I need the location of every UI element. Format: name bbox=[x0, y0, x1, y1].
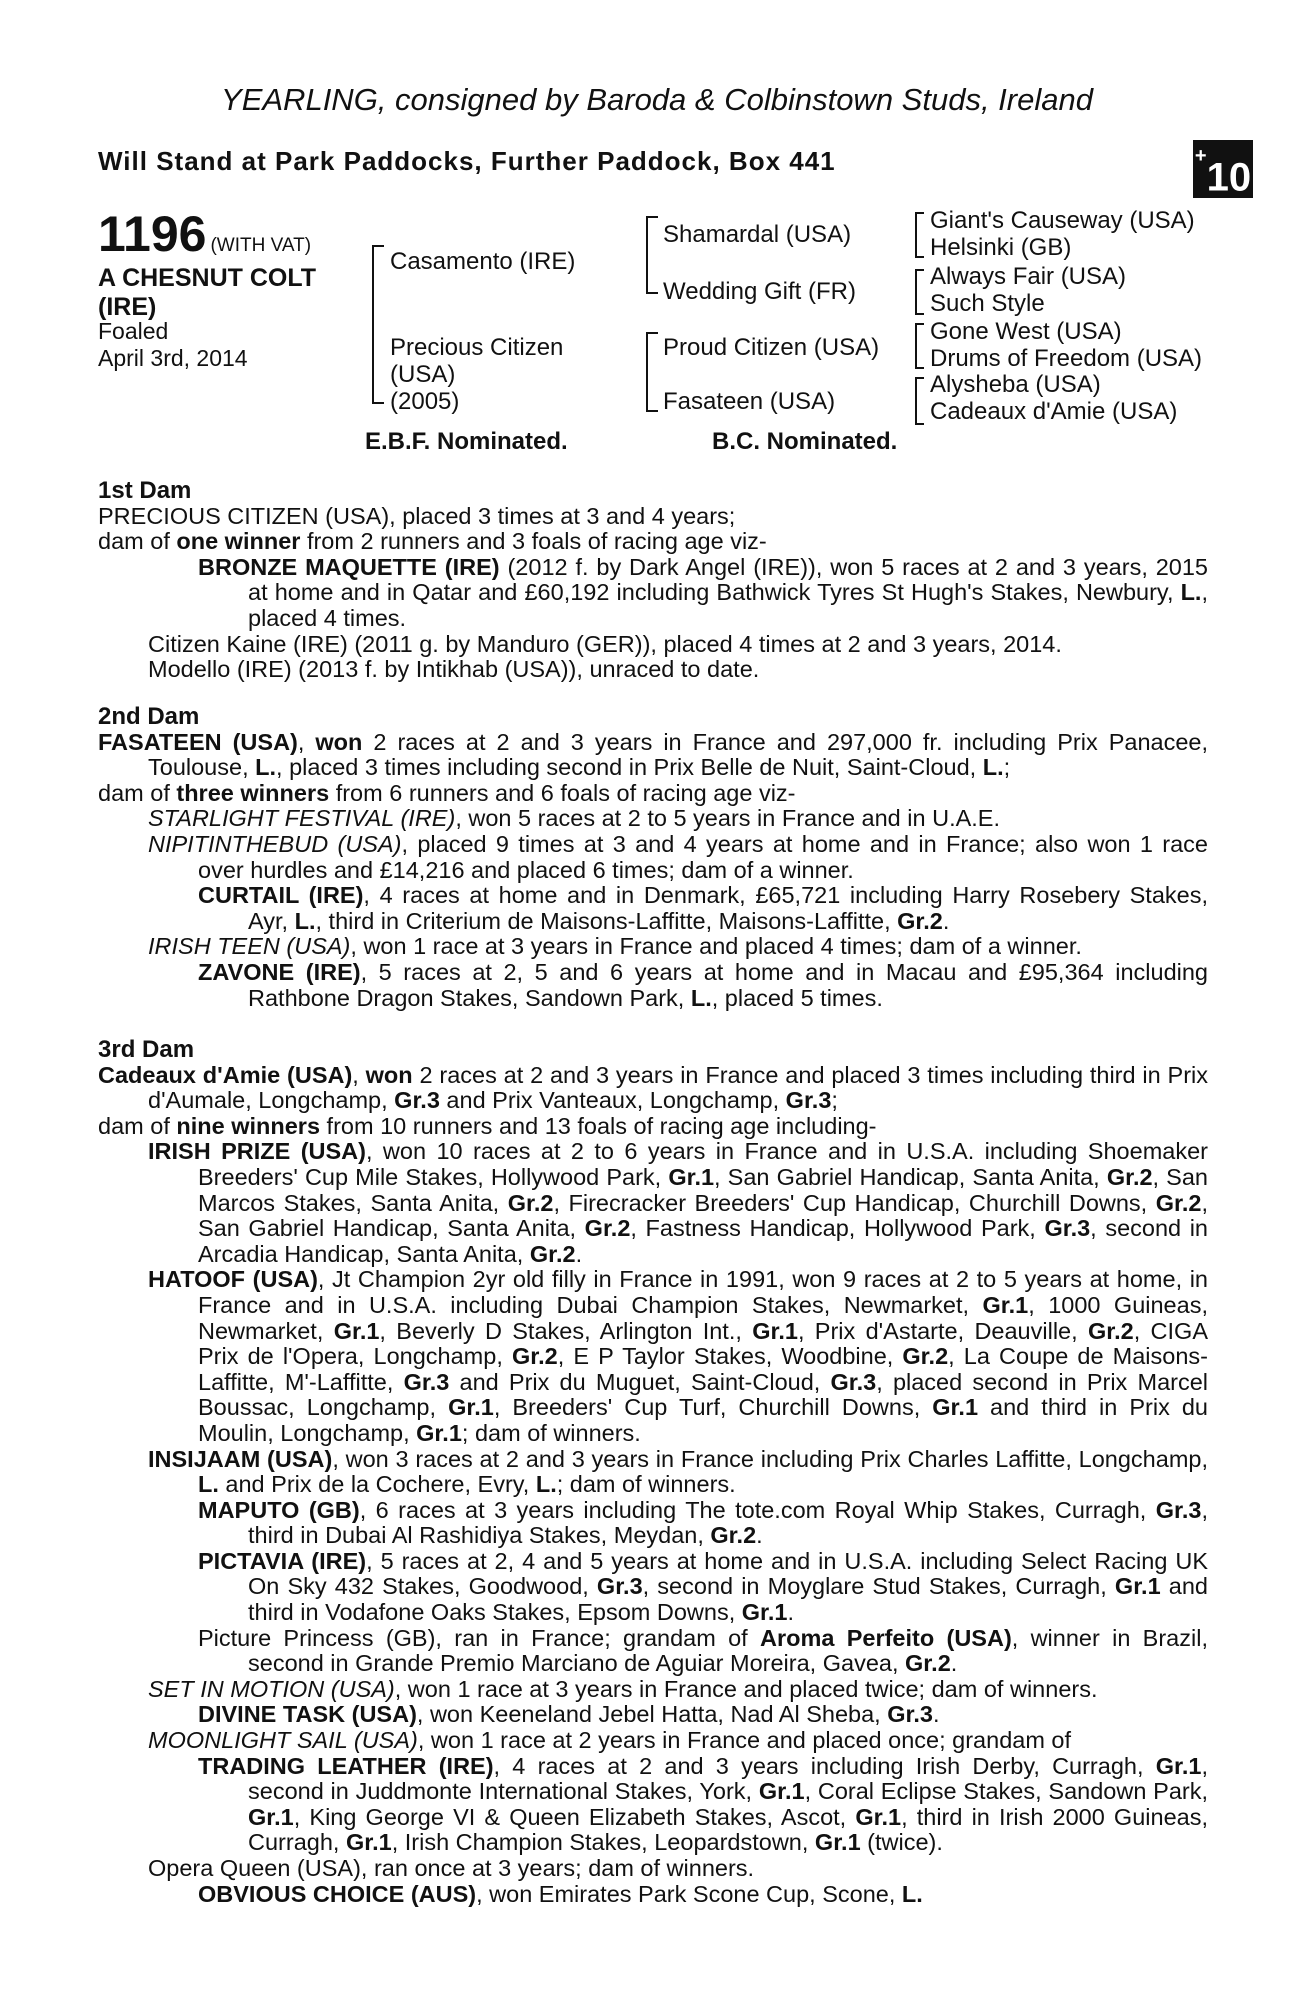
first-dam-heading: 1st Dam bbox=[98, 477, 192, 504]
listed-mark: L. bbox=[255, 754, 277, 781]
text: , won Keeneland Jebel Hatta, Nad Al Sheba, bbox=[416, 1701, 888, 1728]
text: (twice). bbox=[860, 1829, 943, 1856]
third-dam-record: Cadeaux d'Amie (USA), won 2 races at 2 and 3 years in France and placed 3 times including third in Prix d'Aumale, Longchamp, Gr.3 and Prix Vanteaux, Longchamp, Gr.3; bbox=[98, 1061, 1208, 1114]
second-dam-heading: 2nd Dam bbox=[98, 703, 200, 730]
text: dam of bbox=[98, 1112, 177, 1139]
horse-name: MOONLIGHT SAIL (USA) bbox=[148, 1727, 418, 1754]
ped-gg-gone-west: Gone West (USA) bbox=[930, 318, 1122, 345]
horse-name: PICTAVIA (IRE) bbox=[198, 1547, 367, 1574]
text: , placed 4 times. bbox=[248, 579, 1208, 631]
text: . bbox=[756, 1522, 763, 1549]
second-dam-section bbox=[98, 704, 1208, 1011]
text: , CIGA Prix de l'Opera, Longchamp, bbox=[198, 1317, 1209, 1370]
produce-hatoof bbox=[98, 1267, 1208, 1446]
first-dam-section bbox=[98, 478, 1208, 683]
group-mark: Gr.1 bbox=[1155, 1752, 1202, 1779]
group-mark: Gr.1 bbox=[814, 1829, 861, 1856]
group-mark: Gr.1 bbox=[448, 1394, 494, 1421]
group-mark: Gr.1 bbox=[1114, 1573, 1161, 1600]
horse-name: FASATEEN (USA) bbox=[98, 728, 298, 755]
group-mark: Gr.1 bbox=[248, 1803, 294, 1830]
group-mark: Gr.3 bbox=[830, 1368, 877, 1395]
text: , San Marcos Stakes, Santa Anita, bbox=[198, 1163, 1208, 1216]
text: , third in Irish 2000 Guineas, Curragh, bbox=[248, 1803, 1208, 1856]
badge-number: 10 bbox=[1206, 155, 1252, 200]
text: , placed 3 times including second in Prix Belle de Nuit, Saint-Cloud, bbox=[276, 754, 983, 781]
stand-location: Will Stand at Park Paddocks, Further Paddock, Box 441 bbox=[98, 146, 836, 176]
ped-gg-helsinki: Helsinki (GB) bbox=[930, 234, 1072, 261]
text: won bbox=[365, 1061, 413, 1088]
text: , placed 5 times. bbox=[711, 984, 883, 1011]
text: , placed 9 times at 3 and 4 years at home and in France; also won 1 race over hurdles and £14,216 and placed 6 times; dam of a winner. bbox=[198, 830, 1208, 883]
text: ; dam of winners. bbox=[461, 1419, 641, 1446]
brace-dam-line bbox=[646, 332, 658, 412]
text: and Prix de la Cochere, Evry, bbox=[218, 1471, 536, 1498]
group-mark: Gr.3 bbox=[1044, 1215, 1091, 1242]
text: and third in Vodafone Oaks Stakes, Epsom Downs, bbox=[248, 1573, 1208, 1626]
text: , third in Criterium de Maisons-Laffitte, Maisons-Laffitte, bbox=[315, 907, 898, 934]
group-mark: Gr.1 bbox=[416, 1419, 462, 1446]
text: , La Coupe de Maisons-Laffitte, M'-Laffitte, bbox=[198, 1343, 1208, 1395]
group-mark: Gr.2 bbox=[897, 907, 943, 934]
group-mark: Gr.3 bbox=[1155, 1496, 1202, 1523]
text: dam of bbox=[98, 528, 177, 555]
group-mark: Gr.3 bbox=[403, 1368, 450, 1395]
produce-obvious-choice bbox=[98, 1882, 1208, 1908]
horse-name: Aroma Perfeito (USA) bbox=[759, 1624, 1012, 1651]
ped-gg-4 bbox=[930, 371, 1177, 425]
text: , won 10 races at 2 to 6 years in France and in U.S.A. including Shoemaker Breeders' Cup Mile Stakes, Hollywood Park, bbox=[198, 1138, 1208, 1190]
horse-name: CURTAIL (IRE) bbox=[198, 882, 364, 909]
text: , King George VI & Queen Elizabeth Stakes, Ascot, bbox=[293, 1803, 856, 1830]
group-mark: Gr.3 bbox=[887, 1701, 933, 1728]
group-mark: Gr.2 bbox=[511, 1343, 558, 1370]
brace-parents bbox=[372, 245, 384, 404]
produce-irish-teen bbox=[98, 934, 1208, 960]
ped-sire-dam: Wedding Gift (FR) bbox=[663, 278, 856, 305]
lot-description: A CHESNUT COLT (IRE) bbox=[98, 264, 317, 321]
produce-zavone bbox=[98, 960, 1208, 1011]
text: , 4 races at 2 and 3 years including Irish Derby, Curragh, bbox=[493, 1752, 1156, 1779]
listed-mark: L. bbox=[1180, 579, 1202, 606]
text: , won 1 race at 2 years in France and placed once; grandam of bbox=[417, 1727, 1072, 1754]
horse-name: Cadeaux d'Amie (USA) bbox=[98, 1061, 353, 1088]
listed-mark: L. bbox=[690, 984, 712, 1011]
listed-mark: L. bbox=[901, 1880, 923, 1907]
horse-name: SET IN MOTION (USA) bbox=[148, 1675, 395, 1702]
group-mark: Gr.1 bbox=[752, 1317, 798, 1344]
group-mark: Gr.2 bbox=[584, 1215, 631, 1242]
text: ; dam of winners. bbox=[556, 1471, 736, 1498]
ped-gg-drums-of-freedom: Drums of Freedom (USA) bbox=[930, 345, 1203, 372]
listed-mark: L. bbox=[294, 907, 316, 934]
group-mark: Gr.2 bbox=[710, 1522, 757, 1549]
produce-starlight-festival bbox=[98, 806, 1208, 832]
lot-heading bbox=[98, 205, 311, 263]
brace-sire-line bbox=[646, 216, 658, 294]
ped-sire: Casamento (IRE) bbox=[390, 248, 576, 275]
horse-name: MAPUTO (GB) bbox=[198, 1496, 360, 1523]
winners-count: one winner bbox=[176, 528, 301, 555]
winners-count: three winners bbox=[176, 779, 330, 806]
ped-gg-always-fair: Always Fair (USA) bbox=[930, 263, 1127, 290]
text: ; bbox=[831, 1087, 838, 1114]
first-dam-line1: PRECIOUS CITIZEN (USA), placed 3 times at 3 and 4 years; bbox=[98, 502, 736, 529]
produce-citizen-kaine: Citizen Kaine (IRE) (2011 g. by Manduro (GER)), placed 4 times at 2 and 3 years, 2014. bbox=[148, 630, 1062, 657]
third-dam-heading: 3rd Dam bbox=[98, 1036, 195, 1063]
text: , second in Arcadia Handicap, Santa Anita, bbox=[198, 1215, 1208, 1267]
third-dam-section bbox=[98, 1037, 1208, 1907]
group-mark: Gr.2 bbox=[507, 1189, 554, 1216]
text: dam of bbox=[98, 779, 177, 806]
horse-name: TRADING LEATHER (IRE) bbox=[198, 1752, 494, 1779]
text: , E P Taylor Stakes, Woodbine, bbox=[557, 1343, 903, 1370]
listed-mark: L. bbox=[535, 1471, 557, 1498]
group-mark: Gr.2 bbox=[1106, 1163, 1153, 1190]
text: , 6 races at 3 years including The tote.com Royal Whip Stakes, Curragh, bbox=[359, 1496, 1156, 1523]
group-mark: Gr.1 bbox=[855, 1803, 902, 1830]
produce-modello: Modello (IRE) (2013 f. by Intikhab (USA)), unraced to date. bbox=[148, 656, 760, 683]
brace-g3 bbox=[915, 323, 924, 369]
listed-mark: L. bbox=[982, 754, 1004, 781]
produce-nipitinthebud bbox=[98, 832, 1208, 883]
text: , 4 races at home and in Denmark, £65,721 including Harry Rosebery Stakes, Ayr, bbox=[248, 882, 1208, 934]
bc-nominated: B.C. Nominated. bbox=[712, 428, 898, 455]
ped-gg-such-style: Such Style bbox=[930, 290, 1045, 317]
group-mark: Gr.3 bbox=[394, 1087, 440, 1114]
produce-set-in-motion bbox=[98, 1677, 1208, 1703]
horse-name: DIVINE TASK (USA) bbox=[198, 1701, 417, 1728]
text: , San Gabriel Handicap, Santa Anita, bbox=[198, 1189, 1208, 1242]
lot-foaled bbox=[98, 318, 248, 372]
group-mark: Gr.1 bbox=[345, 1829, 392, 1856]
lot-vat: (WITH VAT) bbox=[210, 235, 312, 256]
ped-dam-sire: Proud Citizen (USA) bbox=[663, 334, 880, 361]
third-dam-produce-summary bbox=[98, 1114, 1208, 1140]
horse-name: HATOOF (USA) bbox=[148, 1266, 318, 1293]
first-dam-produce-summary bbox=[98, 529, 1208, 555]
horse-name: BRONZE MAQUETTE (IRE) bbox=[198, 553, 500, 580]
ped-gg-3 bbox=[930, 318, 1202, 372]
text: , won 5 races at 2 to 5 years in France and in U.A.E. bbox=[455, 805, 1001, 832]
ped-dam-l3: (2005) bbox=[390, 388, 460, 415]
horse-name: ZAVONE (IRE) bbox=[198, 958, 361, 985]
lot-badge bbox=[1193, 140, 1253, 198]
produce-picture-princess bbox=[98, 1626, 1208, 1677]
group-mark: Gr.2 bbox=[905, 1650, 951, 1677]
group-mark: Gr.3 bbox=[596, 1573, 643, 1600]
text: , won 1 race at 3 years in France and placed 4 times; dam of a winner. bbox=[350, 933, 1082, 960]
text: ; bbox=[1003, 754, 1011, 781]
text: , won Emirates Park Scone Cup, Scone, bbox=[476, 1880, 902, 1907]
ped-dam-dam: Fasateen (USA) bbox=[663, 388, 836, 415]
produce-irish-prize bbox=[98, 1139, 1208, 1267]
ped-gg-2 bbox=[930, 263, 1126, 317]
horse-name: NIPITINTHEBUD (USA) bbox=[148, 830, 402, 857]
text: , 5 races at 2, 4 and 5 years at home and in U.S.A. including Select Racing UK On Sky 432 Stakes, Goodwood, bbox=[248, 1547, 1208, 1600]
listed-mark: L. bbox=[198, 1471, 219, 1498]
text: (2012 f. by Dark Angel (IRE)), won 5 races at 2 and 3 years, 2015 at home and in Qatar and £60,192 including Bathwick Tyres St Hugh's Stakes, Newbury, bbox=[248, 553, 1208, 606]
text: Picture Princess (GB), ran in France; grandam of bbox=[198, 1624, 760, 1651]
text: . bbox=[787, 1599, 795, 1626]
produce-moonlight-sail bbox=[98, 1728, 1208, 1754]
group-mark: Gr.1 bbox=[982, 1291, 1029, 1318]
foaled-date: April 3rd, 2014 bbox=[98, 345, 248, 371]
ped-gg-giants-causeway: Giant's Causeway (USA) bbox=[930, 207, 1195, 234]
text: , winner in Brazil, second in Grande Premio Marciano de Aguiar Moreira, Gavea, bbox=[248, 1624, 1208, 1677]
text: , 1000 Guineas, Newmarket, bbox=[198, 1291, 1208, 1344]
group-mark: Gr.2 bbox=[902, 1343, 949, 1370]
text: , Breeders' Cup Turf, Churchill Downs, bbox=[493, 1394, 933, 1421]
produce-bronze-maquette bbox=[98, 555, 1208, 632]
ped-gg-1 bbox=[930, 207, 1195, 261]
produce-divine-task bbox=[98, 1702, 1208, 1728]
brace-g4 bbox=[915, 377, 924, 425]
text: and Prix Vanteaux, Longchamp, bbox=[439, 1087, 786, 1114]
text: , Irish Champion Stakes, Leopardstown, bbox=[391, 1829, 815, 1856]
group-mark: Gr.1 bbox=[932, 1394, 979, 1421]
ped-sire-sire: Shamardal (USA) bbox=[663, 221, 852, 248]
text: from 10 runners and 13 foals of racing age including- bbox=[320, 1112, 877, 1139]
text: , placed second in Prix Marcel Boussac, Longchamp, bbox=[198, 1368, 1209, 1421]
group-mark: Gr.1 bbox=[668, 1163, 715, 1190]
second-dam-produce-summary bbox=[98, 781, 1208, 807]
ped-gg-cadeaux-damie: Cadeaux d'Amie (USA) bbox=[930, 398, 1178, 425]
brace-g1 bbox=[915, 212, 924, 258]
brace-g2 bbox=[915, 269, 924, 315]
text: , Coral Eclipse Stakes, Sandown Park, bbox=[804, 1778, 1208, 1805]
badge-plus: + bbox=[1194, 145, 1207, 167]
group-mark: Gr.1 bbox=[741, 1599, 788, 1626]
winners-count: nine winners bbox=[176, 1112, 321, 1139]
text: , second in Moyglare Stud Stakes, Curragh, bbox=[642, 1573, 1115, 1600]
ped-dam bbox=[390, 334, 563, 415]
text: . bbox=[942, 907, 950, 934]
group-mark: Gr.2 bbox=[1087, 1317, 1134, 1344]
text: . bbox=[575, 1240, 583, 1267]
produce-maputo bbox=[98, 1498, 1208, 1549]
text: , Beverly D Stakes, Arlington Int., bbox=[379, 1317, 753, 1344]
text: , 5 races at 2, 5 and 6 years at home and in Macau and £95,364 including Rathbone Dragon Stakes, Sandown Park, bbox=[248, 958, 1208, 1011]
ped-dam-l2: (USA) bbox=[390, 361, 456, 388]
text: , won 1 race at 3 years in France and placed twice; dam of winners. bbox=[394, 1675, 1098, 1702]
foaled-label: Foaled bbox=[98, 318, 169, 344]
text: , Jt Champion 2yr old filly in France in 1991, won 9 races at 2 to 5 years at home, in France and in U.S.A. including Dubai Champion Stakes, Newmarket, bbox=[198, 1266, 1208, 1318]
produce-curtail bbox=[98, 883, 1208, 934]
horse-name: IRISH TEEN (USA) bbox=[148, 933, 351, 960]
text: , Fastness Handicap, Hollywood Park, bbox=[630, 1215, 1045, 1242]
produce-pictavia bbox=[98, 1549, 1208, 1626]
lot-number: 1196 bbox=[98, 206, 207, 262]
text: , Prix d'Astarte, Deauville, bbox=[797, 1317, 1088, 1344]
text: 2 races at 2 and 3 years in France and 297,000 fr. including Prix Panacee, Toulouse, bbox=[148, 728, 1208, 781]
group-mark: Gr.3 bbox=[785, 1087, 832, 1114]
horse-name: STARLIGHT FESTIVAL (IRE) bbox=[148, 805, 456, 832]
text: , San Gabriel Handicap, Santa Anita, bbox=[714, 1163, 1107, 1190]
text: , Firecracker Breeders' Cup Handicap, Churchill Downs, bbox=[553, 1189, 1156, 1216]
catalogue-header: YEARLING, consigned by Baroda & Colbinstown Studs, Ireland bbox=[221, 82, 1093, 117]
group-mark: Gr.2 bbox=[1155, 1189, 1202, 1216]
produce-insijaam bbox=[98, 1447, 1208, 1498]
text: . bbox=[932, 1701, 940, 1728]
horse-name: IRISH PRIZE (USA) bbox=[148, 1138, 366, 1165]
group-mark: Gr.2 bbox=[529, 1240, 576, 1267]
text: from 2 runners and 3 foals of racing age viz- bbox=[300, 528, 767, 555]
group-mark: Gr.1 bbox=[333, 1317, 380, 1344]
horse-name: OBVIOUS CHOICE (AUS) bbox=[198, 1880, 477, 1907]
produce-opera-queen: Opera Queen (USA), ran once at 3 years; dam of winners. bbox=[148, 1855, 755, 1881]
text: from 6 runners and 6 foals of racing age viz- bbox=[329, 779, 796, 806]
text: , second in Juddmonte International Stakes, York, bbox=[248, 1752, 1208, 1805]
produce-trading-leather bbox=[98, 1754, 1208, 1856]
ebf-nominated: E.B.F. Nominated. bbox=[365, 428, 568, 455]
text: . bbox=[950, 1650, 958, 1677]
text: won bbox=[315, 728, 363, 755]
group-mark: Gr.1 bbox=[758, 1778, 805, 1805]
text: , won 3 races at 2 and 3 years in France including Prix Charles Laffitte, Longchamp, bbox=[332, 1445, 1208, 1472]
text: and Prix du Muguet, Saint-Cloud, bbox=[449, 1368, 831, 1395]
second-dam-record: FASATEEN (USA), won 2 races at 2 and 3 years in France and 297,000 fr. including Prix Panacee, Toulouse, L., placed 3 times including second in Prix Belle de Nuit, Saint-Cloud, L.; bbox=[98, 728, 1208, 781]
horse-name: INSIJAAM (USA) bbox=[148, 1445, 333, 1472]
text: and third in Prix du Moulin, Longchamp, bbox=[198, 1394, 1208, 1446]
ped-dam-l1: Precious Citizen bbox=[390, 334, 564, 361]
text: , third in Dubai Al Rashidiya Stakes, Meydan, bbox=[248, 1496, 1208, 1549]
ped-gg-alysheba: Alysheba (USA) bbox=[930, 371, 1101, 398]
text: 2 races at 2 and 3 years in France and placed 3 times including third in Prix d'Aumale, Longchamp, bbox=[148, 1061, 1208, 1114]
